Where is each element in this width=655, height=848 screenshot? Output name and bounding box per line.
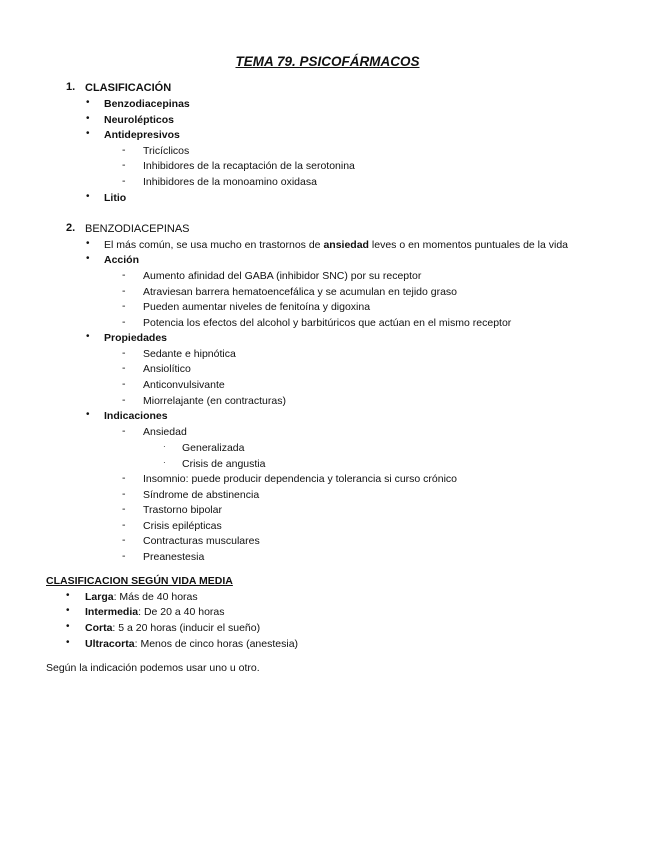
dash-icon: - xyxy=(122,362,126,374)
vida-text: : Menos de cinco horas (anestesia) xyxy=(134,638,299,650)
bullet-icon: • xyxy=(86,191,90,202)
dash-icon: - xyxy=(122,488,126,500)
vida-media-heading: CLASIFICACION SEGÚN VIDA MEDIA xyxy=(46,575,233,587)
bullet-icon: • xyxy=(86,409,90,420)
page-title: TEMA 79. PSICOFÁRMACOS xyxy=(235,54,420,69)
vida-text: : De 20 a 40 horas xyxy=(138,606,225,618)
sub-list-item: Síndrome de abstinencia xyxy=(143,489,260,501)
dot-icon: · xyxy=(163,442,166,451)
vida-item xyxy=(85,590,198,604)
dash-icon: - xyxy=(122,269,126,281)
propiedades-label: Propiedades xyxy=(104,332,168,344)
sub-list-item: Contracturas musculares xyxy=(143,535,260,547)
vida-label: Intermedia xyxy=(85,606,139,618)
intro-part: leves o en momentos puntuales de la vida xyxy=(368,239,569,251)
vida-item xyxy=(85,637,298,651)
sub-sub-list-item: Crisis de angustia xyxy=(182,458,266,470)
dash-icon: - xyxy=(122,534,126,546)
sub-list-item: Inhibidores de la recaptación de la serotonina xyxy=(143,160,355,172)
dash-icon: - xyxy=(122,175,126,187)
bullet-icon: • xyxy=(66,637,70,648)
dash-icon: - xyxy=(122,159,126,171)
sub-sub-list-item: Generalizada xyxy=(182,442,245,454)
dash-icon: - xyxy=(122,394,126,406)
bullet-icon: • xyxy=(86,128,90,139)
bullet-icon: • xyxy=(66,621,70,632)
dash-icon: - xyxy=(122,378,126,390)
closing-text: Según la indicación podemos usar uno u otro. xyxy=(46,662,260,674)
intro-part: El más común, se usa mucho en trastornos de xyxy=(104,239,324,251)
list-item: Antidepresivos xyxy=(104,129,180,141)
bullet-icon: • xyxy=(86,113,90,124)
intro-text xyxy=(104,238,568,252)
list-item: Litio xyxy=(104,192,127,204)
list-item: Benzodiacepinas xyxy=(104,98,190,110)
dash-icon: - xyxy=(122,519,126,531)
dash-icon: - xyxy=(122,472,126,484)
vida-item xyxy=(85,605,225,619)
sub-list-item: Preanestesia xyxy=(143,551,205,563)
section-1-heading: CLASIFICACIÓN xyxy=(85,82,172,94)
list-item: Neurolépticos xyxy=(104,114,175,126)
sub-list-item: Tricíclicos xyxy=(143,145,190,157)
bullet-icon: • xyxy=(86,238,90,249)
sub-list-item: Miorrelajante (en contracturas) xyxy=(143,395,286,407)
dot-icon: · xyxy=(163,458,166,467)
sub-list-item: Potencia los efectos del alcohol y barbitúricos que actúan en el mismo receptor xyxy=(143,317,512,329)
sub-list-item: Ansiolítico xyxy=(143,363,191,375)
bullet-icon: • xyxy=(86,331,90,342)
vida-text: : 5 a 20 horas (inducir el sueño) xyxy=(112,622,261,634)
section-2-number: 2. xyxy=(66,222,76,234)
bullet-icon: • xyxy=(86,97,90,108)
sub-list-item: Sedante e hipnótica xyxy=(143,348,236,360)
sub-list-item: Trastorno bipolar xyxy=(143,504,222,516)
sub-list-item: Aumento afinidad del GABA (inhibidor SNC) por su receptor xyxy=(143,270,422,282)
vida-label: Corta xyxy=(85,622,113,634)
dash-icon: - xyxy=(122,550,126,562)
dash-icon: - xyxy=(122,425,126,437)
indicaciones-label: Indicaciones xyxy=(104,410,168,422)
sub-list-item: Crisis epilépticas xyxy=(143,520,222,532)
sub-list-item: Inhibidores de la monoamino oxidasa xyxy=(143,176,317,188)
bullet-icon: • xyxy=(66,590,70,601)
vida-text: : Más de 40 horas xyxy=(113,591,198,603)
bullet-icon: • xyxy=(66,605,70,616)
accion-label: Acción xyxy=(104,254,140,266)
sub-list-item: Insomnio: puede producir dependencia y tolerancia si curso crónico xyxy=(143,473,458,485)
vida-item xyxy=(85,621,260,635)
dash-icon: - xyxy=(122,347,126,359)
section-1-number: 1. xyxy=(66,81,76,93)
section-2-heading: BENZODIACEPINAS xyxy=(85,223,190,235)
vida-label: Ultracorta xyxy=(85,638,135,650)
bullet-icon: • xyxy=(86,253,90,264)
vida-label: Larga xyxy=(85,591,114,603)
sub-list-item: Ansiedad xyxy=(143,426,187,438)
dash-icon: - xyxy=(122,285,126,297)
intro-bold: ansiedad xyxy=(323,239,369,251)
dash-icon: - xyxy=(122,316,126,328)
sub-list-item: Anticonvulsivante xyxy=(143,379,225,391)
sub-list-item: Atraviesan barrera hematoencefálica y se acumulan en tejido graso xyxy=(143,286,458,298)
dash-icon: - xyxy=(122,300,126,312)
sub-list-item: Pueden aumentar niveles de fenitoína y digoxina xyxy=(143,301,371,313)
dash-icon: - xyxy=(122,144,126,156)
dash-icon: - xyxy=(122,503,126,515)
